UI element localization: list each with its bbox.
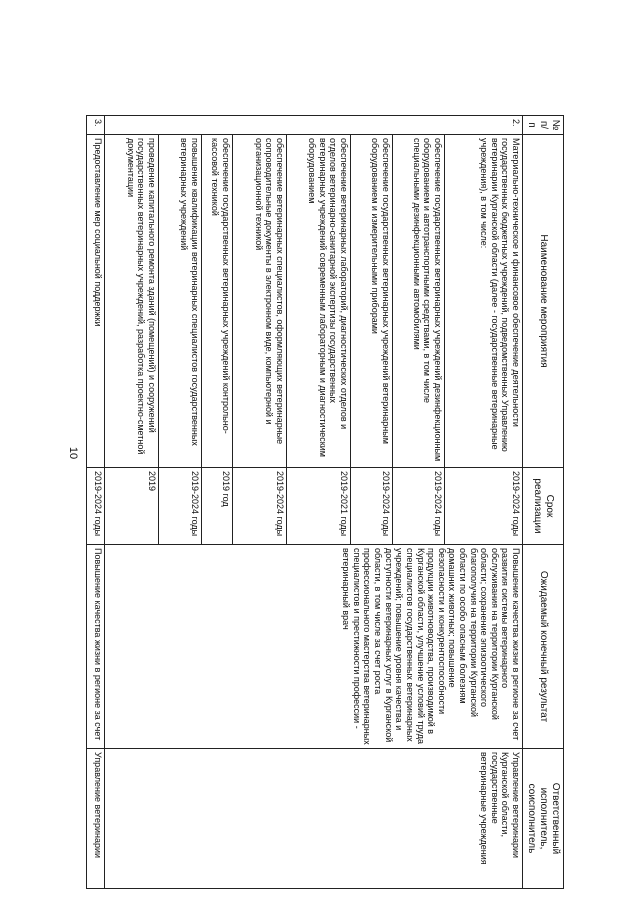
result-cell: Повышение качества жизни в регионе за счет — [87, 545, 105, 749]
period-cell: 2019 — [105, 468, 159, 545]
activities-table — [86, 115, 564, 889]
responsible-cell: Управление ветеринарии Курганской области, государственные ветеринарные учреждения — [105, 749, 523, 889]
period-cell: 2019-2024 годы — [445, 468, 523, 545]
period-cell: 2019-2024 годы — [393, 468, 445, 545]
page-number: 10 — [67, 446, 79, 460]
activity-cell: Предоставление мер социальной поддержки — [87, 135, 105, 468]
header-result: Ожидаемый конечный результат — [523, 545, 564, 749]
result-cell: Повышение качества жизни в регионе за счет развития системы ветеринарного обслуживания на территории Курганской области; сохранение эпизоотического благополучия на территории Курганской области по особо опасным болезням домашних животных; повышение безопасности и конкурентоспособности продукции животноводства, производимой в Курганской области, улучшение условий труда специалистов государственных ветеринарных учреждений; повышение уровня качества и доступности ветеринарных услуг в Курганской области, в том числе за счет роста профессионального мастерства ветеринарных специалистов и престижности профессии - ветеринарный врач — [105, 545, 523, 749]
header-period: Срок реализации — [523, 468, 564, 545]
table-row — [87, 116, 105, 889]
period-cell: 2019-2021 годы — [287, 468, 351, 545]
period-cell: 2019-2024 годы — [351, 468, 393, 545]
activity-cell: обеспечение государственных ветеринарных учреждений ветеринарным оборудованием и измерительными приборами — [351, 135, 393, 468]
activity-cell: обеспечение ветеринарных специалистов, оформляющих ветеринарные сопроводительные документы в электронном виде, компьютерной и организационной техникой — [233, 135, 287, 468]
header-responsible: Ответственный исполнитель, соисполнитель — [523, 749, 564, 889]
table-header-row — [523, 116, 564, 889]
activity-cell: обеспечение ветеринарных лабораторий, диагностических отделов и отделов ветеринарно-санитарной экспертизы государственных ветеринарных учреждений современным лабораторным и диагностическим оборудованием — [287, 135, 351, 468]
rotated-table-container — [93, 115, 564, 888]
activity-cell: обеспечение государственных ветеринарных учреждений контрольно-кассовой техникой — [202, 135, 233, 468]
period-cell: 2019-2024 годы — [87, 468, 105, 545]
header-num: № п/п — [523, 116, 564, 135]
row-num: 2. — [105, 116, 523, 135]
responsible-cell: Управление ветеринарии — [87, 749, 105, 889]
row-num: 3. — [87, 116, 105, 135]
period-cell: 2019 год — [202, 468, 233, 545]
activity-cell: Материально-техническое и финансовое обеспечение деятельности государственных бюджетных учреждений, подведомственных Управлению ветеринарии Курганской области (далее - государственные ветеринарные учреждения), в том числе: — [445, 135, 523, 468]
activity-cell: повышение квалификации ветеринарных специалистов государственных ветеринарных учреждений — [159, 135, 202, 468]
activity-cell: проведение капитального ремонта зданий (помещений) и сооружений государственных ветеринарных учреждений, разработка проектно-сметной документации — [105, 135, 159, 468]
activity-cell: обеспечение государственных ветеринарных учреждений дезинфекционным оборудованием и автотранспортными средствами, в том числе специальными дезинфекционными автомобилями — [393, 135, 445, 468]
header-activity: Наименование мероприятия — [523, 135, 564, 468]
table-row — [445, 116, 523, 889]
period-cell: 2019-2024 годы — [159, 468, 202, 545]
period-cell: 2019-2024 годы — [233, 468, 287, 545]
